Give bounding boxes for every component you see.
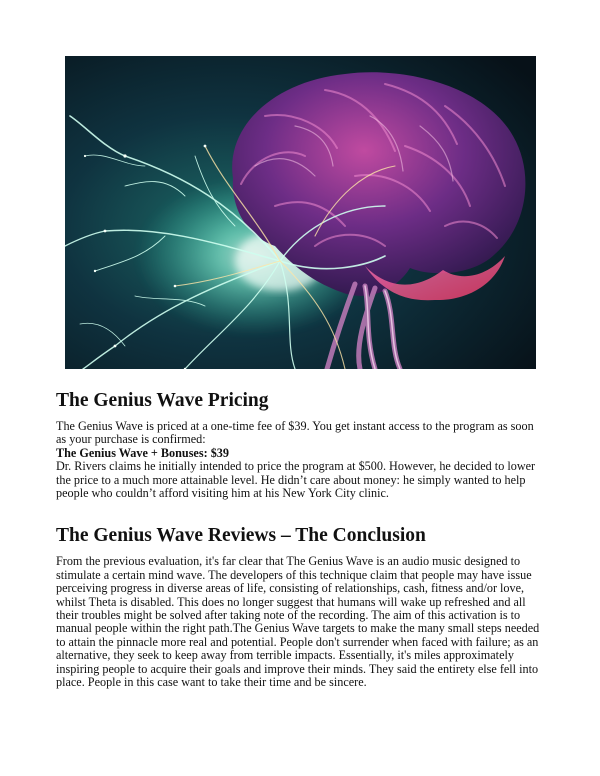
conclusion-paragraph: From the previous evaluation, it's far clear that The Genius Wave is an audio music designed to stimulate a certain mind wave. The developers of this technique claim that people may have issue perceiving progress in diverse areas of life, consisting of relationships, cash, fitness and/or love, whilst Theta is disabled. This does no longer suggest that humans will wake up refreshed and all their troubles might be solved after taking note of the recording. The aim of this activation is to manual people within the right path.The Genius Wave targets to make the many small steps needed to attain the pinnacle more real and potential. People don't surrender when faced with failure; as an alternative, they seek to keep away from terrible impacts. Essentially, it's miles approximately inspiring people to acquire their goals and improve their minds. They said the entirety else fell into place. People in this case want to take their time and be sincere. [56,554,540,690]
bonus-price-line: The Genius Wave + Bonuses: $39 [56,445,229,460]
pricing-heading: The Genius Wave Pricing [56,390,269,411]
pricing-explanation-paragraph: Dr. Rivers claims he initially intended to price the program at $500. However, he decided to lower the price to a much more attainable level. He didn’t care about money: he simply wanted to help people who couldn’t afford visiting him at his New York City clinic. [56,459,536,501]
article-body [56,388,544,690]
reviews-heading: The Genius Wave Reviews – The Conclusion [56,525,426,547]
brain-illustration [65,56,536,369]
glowing-brain-image [65,56,536,369]
pricing-paragraph: The Genius Wave is priced at a one-time fee of $39. You get instant access to the program as soon as your purchase is confirmed: [56,419,534,447]
